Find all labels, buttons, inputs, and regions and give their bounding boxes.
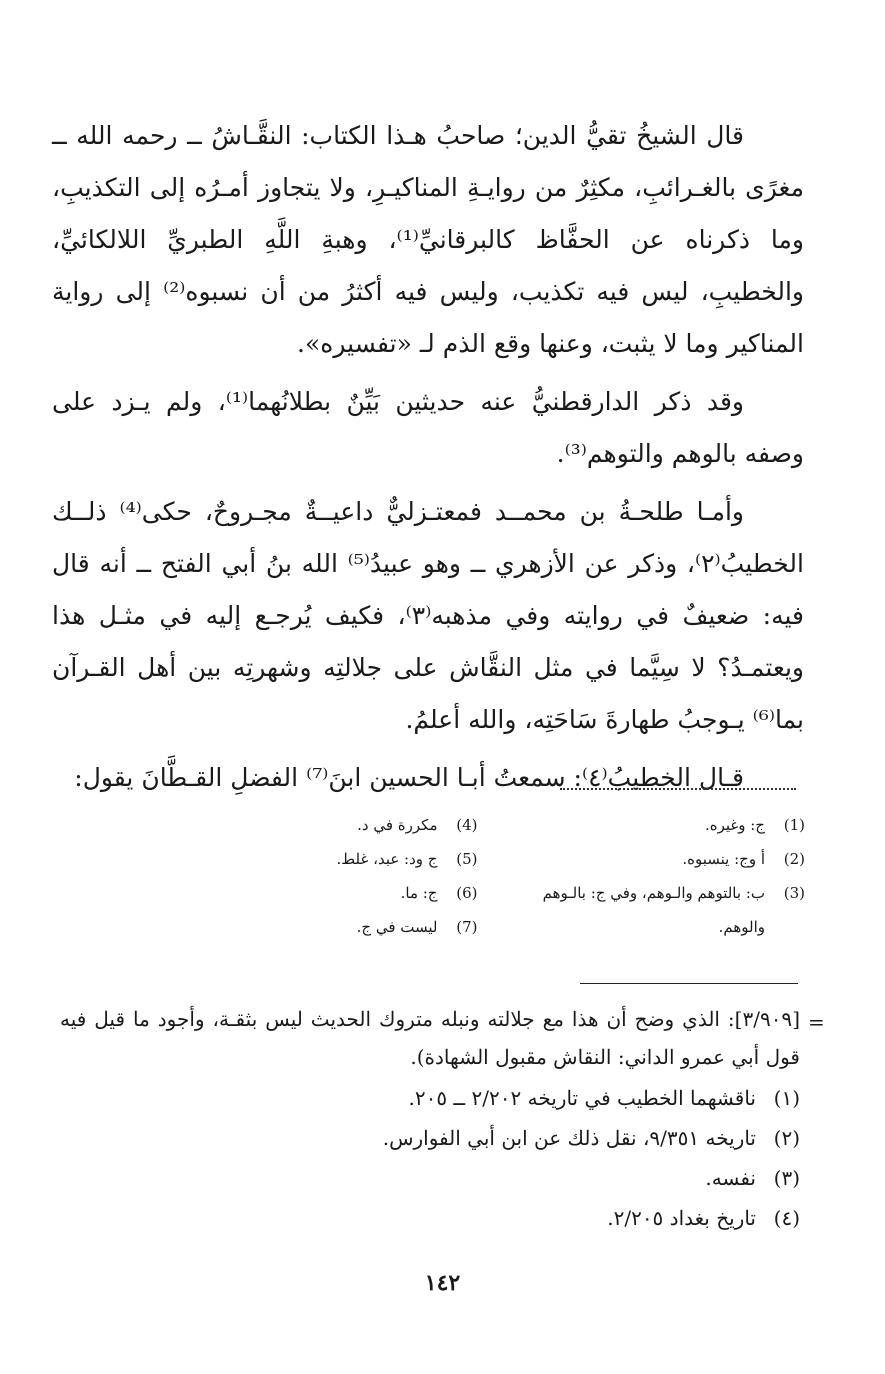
variant-note-text: ب: بالتوهم والـوهم، وفي ج: بالـوهم والوهم. [542, 884, 765, 936]
editor-note-text: نفسه. [705, 1166, 756, 1190]
editor-note-text: ناقشهما الخطيب في تاريخه ٢/٢٠٢ ــ ٢٠٥. [408, 1086, 756, 1110]
variant-note-number: (4) [456, 816, 478, 834]
variant-notes-left-column [190, 808, 478, 958]
variant-note-text: ج: وغيره. [704, 816, 765, 834]
editor-note-number: (٢) [773, 1126, 800, 1150]
editor-notes-list [60, 1078, 800, 1238]
page-number: ١٤٢ [424, 1270, 461, 1296]
paragraph-2: وقد ذكر الدارقطنيُّ عنه حديثين بَيِّنٌ بطلانُهما⁽¹⁾، ولم يـزد على وصفه بالوهم والتوهم⁽³⁾. [52, 387, 804, 468]
variant-note [518, 876, 806, 944]
editor-note [60, 1118, 800, 1158]
editor-note-number: (١) [773, 1086, 800, 1110]
variant-note-number: (2) [783, 850, 805, 868]
variant-note [518, 808, 806, 842]
variant-notes-right-column [518, 808, 806, 958]
variant-note [190, 808, 478, 842]
editor-note-text: تاريخه ٩/٣٥١، نقل ذلك عن ابن أبي الفوارس. [382, 1126, 756, 1150]
variant-note-number: (6) [456, 884, 478, 902]
editor-note [60, 1158, 800, 1198]
variant-note-text: ج ود: عبد، غلط. [336, 850, 438, 868]
variant-note-text: ليست في ج. [356, 918, 438, 936]
variant-note-number: (1) [783, 816, 805, 834]
paragraph-1: قال الشيخُ تقيُّ الدين؛ صاحبُ هـذا الكتاب: النقَّـاشُ ــ رحمه الله ــ مغرًى بالغـرائبِ، مكثِرٌ من روايـةِ المناكيـرِ، ولا يتجاوز أمـرُه إلى التكذيبِ، وما ذكرناه عن الحفَّاظ كالبرقانيِّ⁽¹⁾، وهبةِ اللَّهِ الطبريِّ اللالكائيِّ، والخطيبِ، ليس فيه تكذيب، وليس فيه أكثرُ من أن نسبوه⁽²⁾ إلى رواية المناكير وما لا يثبت، وعنها وقع الذم لـ «تفسيره». [52, 121, 805, 358]
paragraph-4: قـال الخطيبُ⁽٤⁾: سمعتُ أبـا الحسين ابنَ⁽⁷⁾ الفضلِ القـطَّانَ يقول: [74, 763, 744, 792]
variant-note-number: (3) [783, 884, 805, 902]
variant-note-text: ج: ما. [400, 884, 438, 902]
editor-notes-rule [580, 983, 798, 984]
editor-note [60, 1078, 800, 1118]
editor-continuation-text: [٣/٩٠٩]: الذي وضح أن هذا مع جلالته ونبله متروك الحديث ليس بثقـة، وأجود ما قيل فيه قول أبي عمرو الداني: النقاش مقبول الشهادة). [60, 1007, 800, 1069]
continuation-marker: = [808, 1010, 825, 1034]
paragraph-3: وأمـا طلحـةُ بن محمــد فمعتـزليٌّ داعيــةٌ مجـروحٌ، حكى⁽⁴⁾ ذلــك الخطيبُ⁽٢⁾، وذكر عن الأزهري ــ وهو عبيدُ⁽⁵⁾ الله بنُ أبي الفتح ــ أنه قال فيه: ضعيفٌ في روايته وفي مذهبه⁽٣⁾، فكيف يُرجـع إليه في مثـل هذا ويعتمـدُ؟ لا سِيَّما في مثل النقَّاش على جلالتِه وشهرتِه بين أهل القـرآن بما⁽⁶⁾ يـوجبُ طهارةَ سَاحَتِه، والله أعلمُ. [52, 497, 804, 734]
variant-note [190, 910, 478, 944]
variant-note-number: (7) [456, 918, 478, 936]
variant-note-text: أ وج: ينسبوه. [682, 850, 765, 868]
variant-note-number: (5) [456, 850, 478, 868]
main-text [52, 110, 804, 810]
variant-note [190, 842, 478, 876]
variant-note [190, 876, 478, 910]
variant-footnotes [190, 808, 805, 958]
variant-note [518, 842, 806, 876]
editor-note-text: تاريخ بغداد ٢/٢٠٥. [607, 1206, 756, 1230]
editor-note-number: (٤) [773, 1206, 800, 1230]
variant-note-text: مكررة في د. [357, 816, 438, 834]
editor-note-number: (٣) [773, 1166, 800, 1190]
footnote-separator-dots [560, 788, 796, 790]
editor-note [60, 1198, 800, 1238]
editor-footnotes [60, 1000, 800, 1238]
